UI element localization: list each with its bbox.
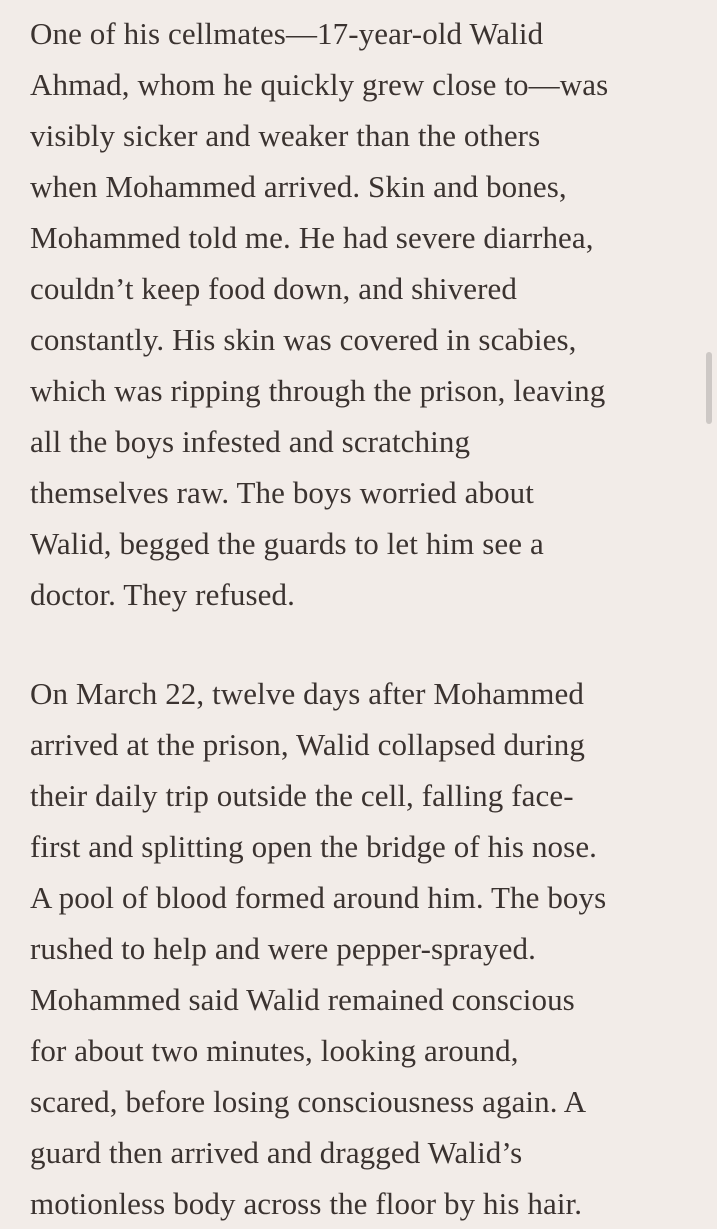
text-line: guard then arrived and dragged Walid’s bbox=[30, 1135, 523, 1170]
article-body bbox=[30, 8, 702, 1229]
text-line: motionless body across the floor by his hair. bbox=[30, 1186, 583, 1221]
text-line: scared, before losing consciousness again. A bbox=[30, 1084, 587, 1119]
paragraph-2 bbox=[30, 668, 702, 1229]
text-line: their daily trip outside the cell, falling face- bbox=[30, 778, 574, 813]
text-line: doctor. They refused. bbox=[30, 577, 295, 612]
text-line: One of his cellmates—17-year-old Walid bbox=[30, 16, 544, 51]
text-line: rushed to help and were pepper-sprayed. bbox=[30, 931, 536, 966]
scrollbar-thumb[interactable] bbox=[706, 352, 712, 424]
text-line: for about two minutes, looking around, bbox=[30, 1033, 519, 1068]
text-line: Ahmad, whom he quickly grew close to—was bbox=[30, 67, 609, 102]
paragraph-1 bbox=[30, 8, 702, 620]
text-line: A pool of blood formed around him. The boys bbox=[30, 880, 607, 915]
text-line: all the boys infested and scratching bbox=[30, 424, 471, 459]
text-line: constantly. His skin was covered in scabies, bbox=[30, 322, 577, 357]
text-line: visibly sicker and weaker than the others bbox=[30, 118, 541, 153]
text-line: Mohammed said Walid remained conscious bbox=[30, 982, 575, 1017]
text-line: On March 22, twelve days after Mohammed bbox=[30, 676, 584, 711]
text-line: Walid, begged the guards to let him see a bbox=[30, 526, 544, 561]
text-line: which was ripping through the prison, leaving bbox=[30, 373, 606, 408]
text-line: couldn’t keep food down, and shivered bbox=[30, 271, 517, 306]
text-line: themselves raw. The boys worried about bbox=[30, 475, 534, 510]
text-line: when Mohammed arrived. Skin and bones, bbox=[30, 169, 567, 204]
text-line: Mohammed told me. He had severe diarrhea, bbox=[30, 220, 594, 255]
text-line: arrived at the prison, Walid collapsed during bbox=[30, 727, 585, 762]
text-line: first and splitting open the bridge of his nose. bbox=[30, 829, 598, 864]
